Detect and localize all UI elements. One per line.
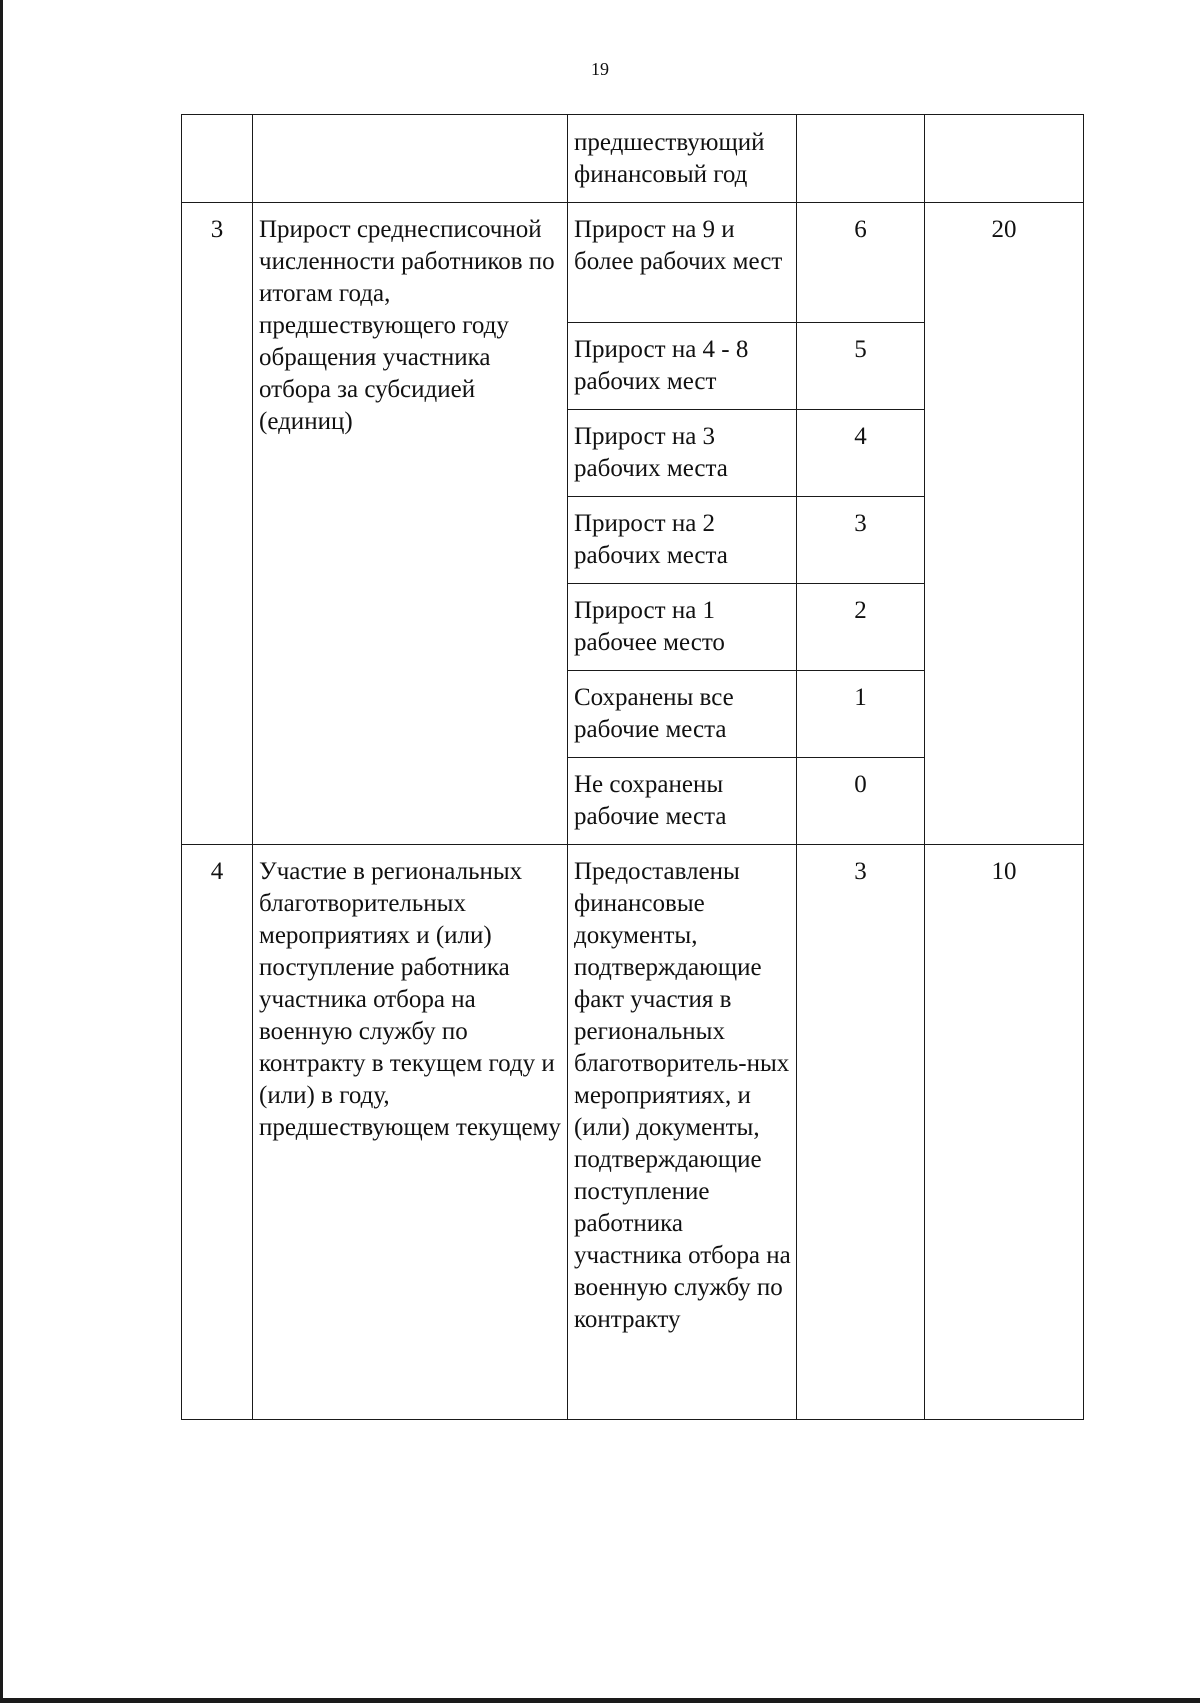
number-cell — [182, 115, 253, 203]
condition-text: Прирост на 1 рабочее место — [568, 584, 797, 671]
scan-bottom-edge — [0, 1698, 1200, 1703]
condition-score: 5 — [797, 323, 925, 410]
condition-score: 3 — [797, 497, 925, 584]
table-row-4 — [182, 845, 1084, 1420]
condition-text: Прирост на 9 и более рабочих мест — [568, 203, 797, 323]
table-row-continuation — [182, 115, 1084, 203]
condition-score: 4 — [797, 410, 925, 497]
row-number: 4 — [182, 845, 253, 1420]
row-number: 3 — [182, 203, 253, 845]
condition-score: 6 — [797, 203, 925, 323]
max-score: 10 — [925, 845, 1084, 1420]
condition-text: Прирост на 2 рабочих места — [568, 497, 797, 584]
table-row-3 — [182, 203, 1084, 323]
condition-score: 1 — [797, 671, 925, 758]
criteria-table — [181, 114, 1084, 1420]
max-score-cell — [925, 115, 1084, 203]
max-score: 20 — [925, 203, 1084, 845]
condition-text: Прирост на 4 - 8 рабочих мест — [568, 323, 797, 410]
scan-left-edge — [0, 0, 3, 1703]
criterion-text: Участие в региональных благотворительных мероприятиях и (или) поступление работника участника отбора на военную службу по контракту в текущем году и (или) в году, предшествующем текущему — [253, 845, 568, 1420]
score-cell — [797, 115, 925, 203]
condition-cell: предшествующий финансовый год — [568, 115, 797, 203]
condition-score: 0 — [797, 758, 925, 845]
condition-text: Не сохранены рабочие места — [568, 758, 797, 845]
condition-text: Предоставлены финансовые документы, подтверждающие факт участия в региональных благотворитель-ных мероприятиях, и (или) документы, подтверждающие поступление работника участника отбора на военную службу по контракту — [568, 845, 797, 1420]
condition-score: 2 — [797, 584, 925, 671]
criterion-cell — [253, 115, 568, 203]
condition-score: 3 — [797, 845, 925, 1420]
condition-text: Сохранены все рабочие места — [568, 671, 797, 758]
condition-text: Прирост на 3 рабочих места — [568, 410, 797, 497]
page-number: 19 — [591, 59, 609, 79]
criterion-text: Прирост среднесписочной численности работников по итогам года, предшествующего году обращения участника отбора за субсидией (единиц) — [253, 203, 568, 845]
